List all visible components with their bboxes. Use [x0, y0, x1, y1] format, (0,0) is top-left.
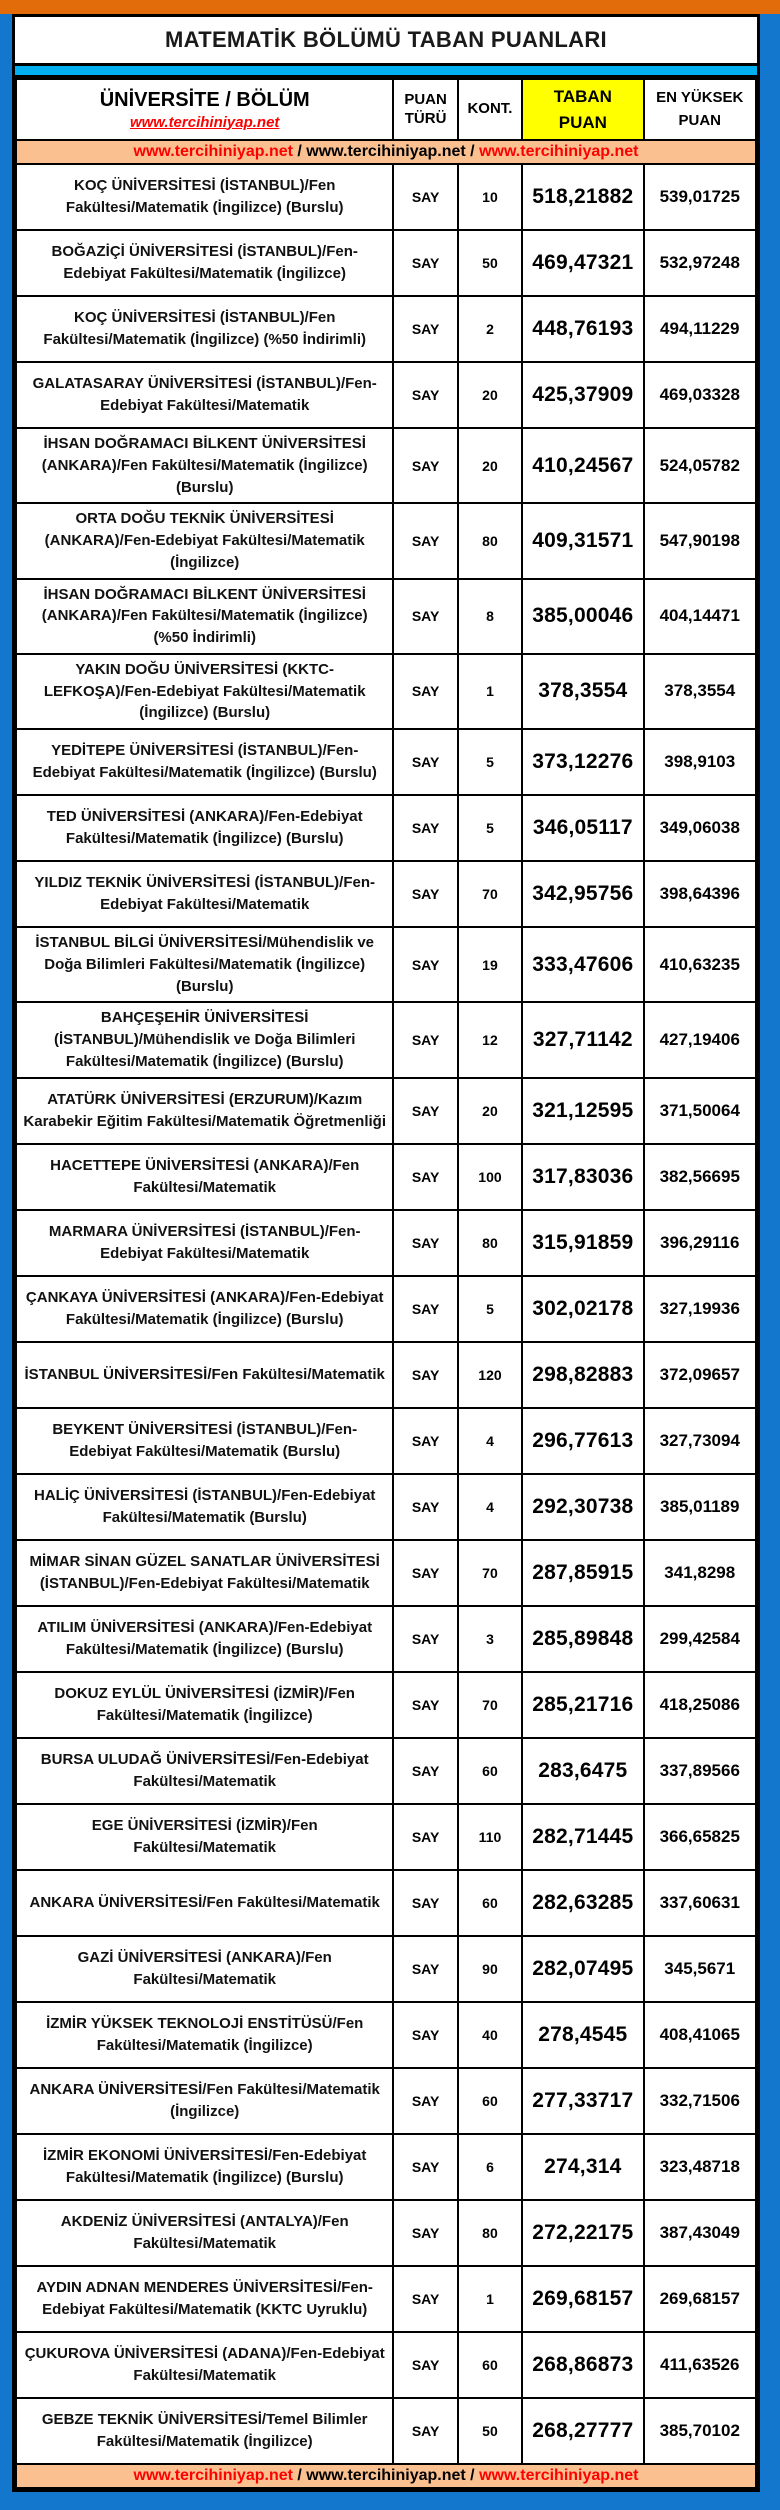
quota-cell: 120 — [458, 1342, 522, 1408]
column-header-score-type: PUAN TÜRÜ — [393, 79, 457, 140]
table-row — [16, 503, 756, 578]
university-cell: İHSAN DOĞRAMACI BİLKENT ÜNİVERSİTESİ (ANKARA)/Fen Fakültesi/Matematik (İngilizce) (Burslu) — [16, 428, 393, 503]
highest-score-cell: 337,60631 — [644, 1870, 756, 1936]
university-cell: BAHÇEŞEHİR ÜNİVERSİTESİ (İSTANBUL)/Mühendislik ve Doğa Bilimleri Fakültesi/Matematik (İngilizce) (Burslu) — [16, 1002, 393, 1077]
base-score-cell: 327,71142 — [522, 1002, 643, 1077]
banner-url-link[interactable]: www.tercihiniyap.net — [133, 2466, 293, 2484]
quota-cell: 20 — [458, 362, 522, 428]
score-type-cell: SAY — [393, 428, 457, 503]
score-type-cell: SAY — [393, 1078, 457, 1144]
highest-score-cell: 539,01725 — [644, 164, 756, 230]
score-type-cell: SAY — [393, 1474, 457, 1540]
base-score-cell: 518,21882 — [522, 164, 643, 230]
score-type-cell: SAY — [393, 1804, 457, 1870]
score-type-cell: SAY — [393, 1606, 457, 1672]
table-row — [16, 654, 756, 729]
score-type-cell: SAY — [393, 2266, 457, 2332]
table-row — [16, 1738, 756, 1804]
highest-score-cell: 547,90198 — [644, 503, 756, 578]
score-type-cell: SAY — [393, 1342, 457, 1408]
bottom-banner-row — [16, 2464, 756, 2488]
table-row — [16, 795, 756, 861]
score-type-cell: SAY — [393, 2068, 457, 2134]
quota-cell: 70 — [458, 1672, 522, 1738]
university-cell: MARMARA ÜNİVERSİTESİ (İSTANBUL)/Fen-Edebiyat Fakültesi/Matematik — [16, 1210, 393, 1276]
quota-cell: 60 — [458, 2332, 522, 2398]
table-row — [16, 729, 756, 795]
university-cell: EGE ÜNİVERSİTESİ (İZMİR)/Fen Fakültesi/Matematik — [16, 1804, 393, 1870]
quota-cell: 90 — [458, 1936, 522, 2002]
column-header-quota: KONT. — [458, 79, 522, 140]
university-cell: İZMİR EKONOMİ ÜNİVERSİTESİ/Fen-Edebiyat Fakültesi/Matematik (İngilizce) (Burslu) — [16, 2134, 393, 2200]
table-row — [16, 2200, 756, 2266]
base-score-cell: 378,3554 — [522, 654, 643, 729]
quota-cell: 20 — [458, 428, 522, 503]
table-row — [16, 362, 756, 428]
highest-score-cell: 469,03328 — [644, 362, 756, 428]
base-score-cell: 302,02178 — [522, 1276, 643, 1342]
base-score-cell: 268,86873 — [522, 2332, 643, 2398]
table-frame — [12, 14, 760, 2492]
base-score-cell: 282,07495 — [522, 1936, 643, 2002]
score-type-cell: SAY — [393, 1210, 457, 1276]
quota-cell: 70 — [458, 1540, 522, 1606]
base-score-cell: 282,63285 — [522, 1870, 643, 1936]
quota-cell: 6 — [458, 2134, 522, 2200]
university-cell: GAZİ ÜNİVERSİTESİ (ANKARA)/Fen Fakültesi/Matematik — [16, 1936, 393, 2002]
table-row — [16, 2398, 756, 2464]
banner-url-link[interactable]: www.tercihiniyap.net — [479, 143, 639, 160]
table-row — [16, 296, 756, 362]
table-row — [16, 1144, 756, 1210]
base-score-cell: 425,37909 — [522, 362, 643, 428]
quota-cell: 10 — [458, 164, 522, 230]
university-cell: AYDIN ADNAN MENDERES ÜNİVERSİTESİ/Fen-Edebiyat Fakültesi/Matematik (KKTC Uyruklu) — [16, 2266, 393, 2332]
score-type-cell: SAY — [393, 1002, 457, 1077]
table-row — [16, 1408, 756, 1474]
table-row — [16, 1870, 756, 1936]
base-score-cell: 385,00046 — [522, 579, 643, 654]
highest-score-cell: 385,01189 — [644, 1474, 756, 1540]
university-cell: İSTANBUL ÜNİVERSİTESİ/Fen Fakültesi/Matematik — [16, 1342, 393, 1408]
score-type-cell: SAY — [393, 927, 457, 1002]
quota-cell: 2 — [458, 296, 522, 362]
highest-score-cell: 398,9103 — [644, 729, 756, 795]
base-score-cell: 272,22175 — [522, 2200, 643, 2266]
score-type-cell: SAY — [393, 296, 457, 362]
quota-cell: 100 — [458, 1144, 522, 1210]
score-type-cell: SAY — [393, 795, 457, 861]
quota-cell: 80 — [458, 1210, 522, 1276]
base-score-cell: 315,91859 — [522, 1210, 643, 1276]
highest-score-cell: 378,3554 — [644, 654, 756, 729]
highest-score-cell: 494,11229 — [644, 296, 756, 362]
highest-score-cell: 427,19406 — [644, 1002, 756, 1077]
university-cell: AKDENİZ ÜNİVERSİTESİ (ANTALYA)/Fen Fakültesi/Matematik — [16, 2200, 393, 2266]
university-cell: HALİÇ ÜNİVERSİTESİ (İSTANBUL)/Fen-Edebiyat Fakültesi/Matematik (Burslu) — [16, 1474, 393, 1540]
base-score-cell: 346,05117 — [522, 795, 643, 861]
base-score-cell: 292,30738 — [522, 1474, 643, 1540]
quota-cell: 4 — [458, 1474, 522, 1540]
university-cell: YAKIN DOĞU ÜNİVERSİTESİ (KKTC-LEFKOŞA)/Fen-Edebiyat Fakültesi/Matematik (İngilizce) (Burslu) — [16, 654, 393, 729]
quota-cell: 8 — [458, 579, 522, 654]
table-row — [16, 1936, 756, 2002]
table-row — [16, 579, 756, 654]
highest-score-cell: 341,8298 — [644, 1540, 756, 1606]
quota-cell: 12 — [458, 1002, 522, 1077]
score-type-cell: SAY — [393, 362, 457, 428]
quota-cell: 80 — [458, 503, 522, 578]
highest-score-cell: 299,42584 — [644, 1606, 756, 1672]
university-cell: İSTANBUL BİLGİ ÜNİVERSİTESİ/Mühendislik ve Doğa Bilimleri Fakültesi/Matematik (İngilizce) (Burslu) — [16, 927, 393, 1002]
table-row — [16, 1540, 756, 1606]
quota-cell: 70 — [458, 861, 522, 927]
header-site-url-link[interactable]: www.tercihiniyap.net — [129, 113, 280, 131]
university-cell: ORTA DOĞU TEKNİK ÜNİVERSİTESİ (ANKARA)/Fen-Edebiyat Fakültesi/Matematik (İngilizce) — [16, 503, 393, 578]
highest-score-cell: 411,63526 — [644, 2332, 756, 2398]
table-row — [16, 1804, 756, 1870]
column-header-university-label: ÜNİVERSİTE / BÖLÜM — [99, 88, 310, 111]
quota-cell: 4 — [458, 1408, 522, 1474]
highest-score-cell: 372,09657 — [644, 1342, 756, 1408]
university-cell: GEBZE TEKNİK ÜNİVERSİTESİ/Temel Bilimler Fakültesi/Matematik (İngilizce) — [16, 2398, 393, 2464]
university-cell: İHSAN DOĞRAMACI BİLKENT ÜNİVERSİTESİ (ANKARA)/Fen Fakültesi/Matematik (İngilizce) (%50 İndirimli) — [16, 579, 393, 654]
bottom-banner — [16, 2464, 756, 2488]
quota-cell: 5 — [458, 1276, 522, 1342]
university-cell: BEYKENT ÜNİVERSİTESİ (İSTANBUL)/Fen-Edebiyat Fakültesi/Matematik (Burslu) — [16, 1408, 393, 1474]
quota-cell: 19 — [458, 927, 522, 1002]
highest-score-cell: 396,29116 — [644, 1210, 756, 1276]
score-type-cell: SAY — [393, 1672, 457, 1738]
score-type-cell: SAY — [393, 1408, 457, 1474]
column-header-highest-score: EN YÜKSEK PUAN — [644, 79, 756, 140]
university-cell: İZMİR YÜKSEK TEKNOLOJİ ENSTİTÜSÜ/Fen Fakültesi/Matematik (İngilizce) — [16, 2002, 393, 2068]
score-type-cell: SAY — [393, 164, 457, 230]
table-row — [16, 428, 756, 503]
score-type-cell: SAY — [393, 654, 457, 729]
quota-cell: 1 — [458, 2266, 522, 2332]
base-score-cell: 342,95756 — [522, 861, 643, 927]
scores-table — [15, 78, 757, 2489]
highest-score-cell: 408,41065 — [644, 2002, 756, 2068]
table-row — [16, 1606, 756, 1672]
highest-score-cell: 269,68157 — [644, 2266, 756, 2332]
university-cell: BOĞAZİÇİ ÜNİVERSİTESİ (İSTANBUL)/Fen-Edebiyat Fakültesi/Matematik (İngilizce) — [16, 230, 393, 296]
highest-score-cell: 382,56695 — [644, 1144, 756, 1210]
university-cell: ANKARA ÜNİVERSİTESİ/Fen Fakültesi/Matematik (İngilizce) — [16, 2068, 393, 2134]
score-type-cell: SAY — [393, 503, 457, 578]
table-body — [16, 164, 756, 2464]
highest-score-cell: 349,06038 — [644, 795, 756, 861]
university-cell: BURSA ULUDAĞ ÜNİVERSİTESİ/Fen-Edebiyat Fakültesi/Matematik — [16, 1738, 393, 1804]
top-border-bar — [0, 0, 780, 14]
score-type-cell: SAY — [393, 1276, 457, 1342]
top-banner — [16, 140, 756, 164]
cyan-divider-strip — [15, 66, 757, 78]
top-banner-row — [16, 140, 756, 164]
quota-cell: 1 — [458, 654, 522, 729]
highest-score-cell: 404,14471 — [644, 579, 756, 654]
quota-cell: 5 — [458, 729, 522, 795]
score-type-cell: SAY — [393, 2134, 457, 2200]
score-type-cell: SAY — [393, 729, 457, 795]
table-row — [16, 2068, 756, 2134]
column-header-university — [16, 79, 393, 140]
score-type-cell: SAY — [393, 861, 457, 927]
university-cell: HACETTEPE ÜNİVERSİTESİ (ANKARA)/Fen Fakültesi/Matematik — [16, 1144, 393, 1210]
score-type-cell: SAY — [393, 230, 457, 296]
table-row — [16, 2266, 756, 2332]
highest-score-cell: 323,48718 — [644, 2134, 756, 2200]
table-row — [16, 1672, 756, 1738]
highest-score-cell: 327,73094 — [644, 1408, 756, 1474]
base-score-cell: 277,33717 — [522, 2068, 643, 2134]
university-cell: ATILIM ÜNİVERSİTESİ (ANKARA)/Fen-Edebiyat Fakültesi/Matematik (İngilizce) (Burslu) — [16, 1606, 393, 1672]
base-score-cell: 448,76193 — [522, 296, 643, 362]
university-cell: ÇUKUROVA ÜNİVERSİTESİ (ADANA)/Fen-Edebiyat Fakültesi/Matematik — [16, 2332, 393, 2398]
highest-score-cell: 327,19936 — [644, 1276, 756, 1342]
score-type-cell: SAY — [393, 1738, 457, 1804]
score-type-cell: SAY — [393, 1936, 457, 2002]
university-cell: KOÇ ÜNİVERSİTESİ (İSTANBUL)/Fen Fakültesi/Matematik (İngilizce) (%50 İndirimli) — [16, 296, 393, 362]
highest-score-cell: 332,71506 — [644, 2068, 756, 2134]
highest-score-cell: 524,05782 — [644, 428, 756, 503]
score-type-cell: SAY — [393, 2002, 457, 2068]
base-score-cell: 296,77613 — [522, 1408, 643, 1474]
table-row — [16, 1078, 756, 1144]
university-cell: DOKUZ EYLÜL ÜNİVERSİTESİ (İZMİR)/Fen Fakültesi/Matematik (İngilizce) — [16, 1672, 393, 1738]
base-score-cell: 285,89848 — [522, 1606, 643, 1672]
quota-cell: 40 — [458, 2002, 522, 2068]
base-score-cell: 373,12276 — [522, 729, 643, 795]
base-score-cell: 283,6475 — [522, 1738, 643, 1804]
base-score-cell: 278,4545 — [522, 2002, 643, 2068]
quota-cell: 5 — [458, 795, 522, 861]
highest-score-cell: 418,25086 — [644, 1672, 756, 1738]
base-score-cell: 269,68157 — [522, 2266, 643, 2332]
university-cell: MİMAR SİNAN GÜZEL SANATLAR ÜNİVERSİTESİ (İSTANBUL)/Fen-Edebiyat Fakültesi/Matematik — [16, 1540, 393, 1606]
score-type-cell: SAY — [393, 1540, 457, 1606]
table-row — [16, 1474, 756, 1540]
base-score-cell: 321,12595 — [522, 1078, 643, 1144]
highest-score-cell: 398,64396 — [644, 861, 756, 927]
quota-cell: 60 — [458, 1870, 522, 1936]
university-cell: GALATASARAY ÜNİVERSİTESİ (İSTANBUL)/Fen-Edebiyat Fakültesi/Matematik — [16, 362, 393, 428]
university-cell: KOÇ ÜNİVERSİTESİ (İSTANBUL)/Fen Fakültesi/Matematik (İngilizce) (Burslu) — [16, 164, 393, 230]
score-type-cell: SAY — [393, 2398, 457, 2464]
university-cell: ANKARA ÜNİVERSİTESİ/Fen Fakültesi/Matematik — [16, 1870, 393, 1936]
base-score-cell: 282,71445 — [522, 1804, 643, 1870]
score-type-cell: SAY — [393, 579, 457, 654]
column-header-base-score: TABAN PUAN — [522, 79, 643, 140]
banner-separator: / — [465, 143, 480, 160]
score-type-cell: SAY — [393, 2200, 457, 2266]
university-cell: ATATÜRK ÜNİVERSİTESİ (ERZURUM)/Kazım Karabekir Eğitim Fakültesi/Matematik Öğretmenliği — [16, 1078, 393, 1144]
score-type-cell: SAY — [393, 1870, 457, 1936]
quota-cell: 20 — [458, 1078, 522, 1144]
table-row — [16, 861, 756, 927]
base-score-cell: 317,83036 — [522, 1144, 643, 1210]
table-row — [16, 1210, 756, 1276]
banner-separator: / — [465, 2466, 480, 2484]
banner-url-link[interactable]: www.tercihiniyap.net — [133, 143, 293, 160]
highest-score-cell: 532,97248 — [644, 230, 756, 296]
quota-cell: 50 — [458, 230, 522, 296]
score-type-cell: SAY — [393, 2332, 457, 2398]
highest-score-cell: 371,50064 — [644, 1078, 756, 1144]
highest-score-cell: 366,65825 — [644, 1804, 756, 1870]
table-header — [16, 79, 756, 164]
table-row — [16, 164, 756, 230]
table-row — [16, 2332, 756, 2398]
base-score-cell: 333,47606 — [522, 927, 643, 1002]
score-type-cell: SAY — [393, 1144, 457, 1210]
base-score-cell: 410,24567 — [522, 428, 643, 503]
quota-cell: 60 — [458, 1738, 522, 1804]
table-footer — [16, 2464, 756, 2488]
university-cell: ÇANKAYA ÜNİVERSİTESİ (ANKARA)/Fen-Edebiyat Fakültesi/Matematik (İngilizce) (Burslu) — [16, 1276, 393, 1342]
quota-cell: 110 — [458, 1804, 522, 1870]
banner-url-link[interactable]: www.tercihiniyap.net — [479, 2466, 639, 2484]
highest-score-cell: 337,89566 — [644, 1738, 756, 1804]
table-row — [16, 230, 756, 296]
university-cell: YEDİTEPE ÜNİVERSİTESİ (İSTANBUL)/Fen-Edebiyat Fakültesi/Matematik (İngilizce) (Burslu) — [16, 729, 393, 795]
quota-cell: 3 — [458, 1606, 522, 1672]
highest-score-cell: 410,63235 — [644, 927, 756, 1002]
highest-score-cell: 345,5671 — [644, 1936, 756, 2002]
base-score-cell: 469,47321 — [522, 230, 643, 296]
banner-url-link[interactable]: www.tercihiniyap.net — [306, 2466, 466, 2484]
university-cell: TED ÜNİVERSİTESİ (ANKARA)/Fen-Edebiyat Fakültesi/Matematik (İngilizce) (Burslu) — [16, 795, 393, 861]
table-row — [16, 927, 756, 1002]
highest-score-cell: 387,43049 — [644, 2200, 756, 2266]
university-cell: YILDIZ TEKNİK ÜNİVERSİTESİ (İSTANBUL)/Fen-Edebiyat Fakültesi/Matematik — [16, 861, 393, 927]
table-row — [16, 1276, 756, 1342]
base-score-cell: 274,314 — [522, 2134, 643, 2200]
table-row — [16, 1342, 756, 1408]
banner-separator: / — [292, 2466, 307, 2484]
banner-separator: / — [292, 143, 307, 160]
quota-cell: 50 — [458, 2398, 522, 2464]
base-score-cell: 285,21716 — [522, 1672, 643, 1738]
table-row — [16, 2002, 756, 2068]
column-header-row — [16, 79, 756, 140]
banner-url-link[interactable]: www.tercihiniyap.net — [306, 143, 466, 160]
page-title: MATEMATİK BÖLÜMÜ TABAN PUANLARI — [15, 17, 757, 66]
base-score-cell: 409,31571 — [522, 503, 643, 578]
quota-cell: 80 — [458, 2200, 522, 2266]
base-score-cell: 268,27777 — [522, 2398, 643, 2464]
table-row — [16, 2134, 756, 2200]
base-score-cell: 287,85915 — [522, 1540, 643, 1606]
highest-score-cell: 385,70102 — [644, 2398, 756, 2464]
table-row — [16, 1002, 756, 1077]
quota-cell: 60 — [458, 2068, 522, 2134]
base-score-cell: 298,82883 — [522, 1342, 643, 1408]
